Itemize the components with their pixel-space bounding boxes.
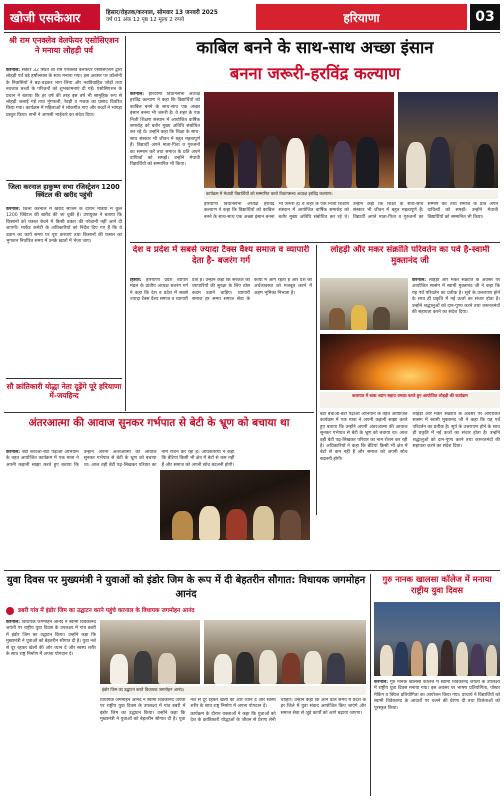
lower-headline: युवा दिवस पर मुख्यमंत्री ने युवाओं को इंडोर जिम के रूप में दी बेहतरीन सौगात: विधायक जगमोहन आनंद bbox=[6, 575, 366, 600]
mid-right-article bbox=[412, 278, 500, 330]
photo-people bbox=[398, 130, 498, 188]
issue-meta bbox=[103, 4, 253, 30]
center-article-cont bbox=[204, 202, 498, 240]
article-body: लोहड़ी और मकर संक्रांति के अवसर पर आयोजित सत्संग में स्वामी मुक्तानंद जी ने कहा कि यह पर्व परिवर्तन का प्रतीक है। सूर्य के उत्तरायण होने के साथ ही प्रकृति में नई ऊर्जा का संचार होता है। उन्होंने श्रद्धालुओं को दान-पुण्य करने तथा जरूरतमंदों की सहायता करने का संदेश दिया। bbox=[412, 412, 500, 450]
article-body: बेटी बचाओ-बेटी पढ़ाओ अभियान के तहत आयोजित कार्यक्रम में एक माता ने अपनी कहानी साझा करते हुए बताया कि उन्होंने अपनी अंतरआत्मा की आवाज सुनकर गर्भपात से बेटी के भ्रूण को बचाया था। आज वही बेटी पढ़-लिखकर परिवार का नाम रोशन कर रही है। अधिकारियों ने कहा कि बेटियां किसी भी क्षेत्र में बेटों से कम नहीं हैं और समाज को अपनी सोच बदलनी होगी। bbox=[6, 450, 235, 468]
left-bottom-headline: सौ क्रांतिकारी योद्धा नेता दूढ़ेंगे पूरे हरियाणा में-जयहिन्द bbox=[6, 382, 122, 400]
dateline: करनाल: bbox=[374, 680, 389, 685]
main-photo bbox=[204, 92, 394, 188]
divider bbox=[4, 570, 500, 571]
dateline: करनाल: bbox=[6, 620, 21, 625]
bonfire-caption: कलायत में बाबा श्याम सहाय धमका करते हुए आयोजित लोहड़ी की कार्यक्रम bbox=[320, 392, 500, 408]
dateline: करनाल: bbox=[412, 278, 427, 283]
right-mid-article bbox=[320, 412, 500, 567]
column-divider bbox=[125, 36, 126, 411]
lower-article-col1 bbox=[6, 620, 96, 796]
divider bbox=[6, 378, 122, 379]
bullet-icon bbox=[6, 607, 14, 615]
middle-headline: अंतरआत्मा की आवाज सुनकर गर्भपात से बेटी के भ्रूण को बचाया था bbox=[28, 417, 290, 429]
article-body: कार्यक्रम के दौरान वक्ताओं ने कहा कि युवाओं को देश के क्रांतिकारी योद्धाओं के जीवन से प्रेरणा लेनी चाहिए। उन्होंने कहा कि आने वाले समय में प्रदेश के हर जिले में युवा संवाद आयोजित किए जाएंगे और समाज सेवा से जुड़े कार्यों को आगे बढ़ाया जाएगा। bbox=[190, 698, 366, 724]
mid-left-headline: देश व प्रदेश में सबसे ज्यादा टैक्स वैश्य समाज व व्यापारी देता है- बजरंग गर्ग bbox=[132, 245, 310, 266]
main-headline-line2: बनना जरूरी-हरविंद्र कल्याण bbox=[229, 64, 401, 83]
left-mid-article bbox=[6, 207, 122, 375]
masthead bbox=[4, 4, 500, 30]
main-photo-caption: कार्यक्रम में मेधावी विद्यार्थियों को सम्मानित करते विधानसभा अध्यक्ष हरविंद्र कल्याण। bbox=[204, 190, 498, 199]
article-body: जिला करनाल में खरीद सीजन के दौरान मंडियों में कुल 1200 क्विंटल की खरीद की जा चुकी है। उपायुक्त ने बताया कि किसानों को फसल बेचने में किसी प्रकार की परेशानी नहीं आने दी जाएगी। मार्केट कमेटी के अधिकारियों को निर्देश दिए गए हैं कि वे उठान का कार्य समय पर पूरा करवाएं तथा किसानों की फसल का भुगतान निर्धारित समय में उनके खातों में भेजा जाए। bbox=[6, 207, 122, 245]
center-article-col1 bbox=[130, 92, 200, 240]
column-divider bbox=[316, 245, 317, 515]
paper-name: खोजी एसकेआर bbox=[4, 4, 100, 30]
right-bottom-headline: गुरु नानक खालसा कॉलेज में मनाया राष्ट्रीय युवा दिवस bbox=[382, 574, 492, 595]
issue-date: हिसार/रोहतक/करनाल, सोमवार 13 जनवरी 2025 bbox=[106, 10, 218, 17]
left-top-headline: श्री राम एनक्लेव वेलफेयर एसोसिएशन ने मनाया लोहड़ी पर्व bbox=[9, 36, 119, 55]
gym-photo bbox=[100, 620, 200, 684]
article-body: हरियाणा विधानसभा अध्यक्ष हरविंद्र कल्याण ने कहा कि विद्यार्थियों को काबिल बनने के साथ-साथ एक अच्छा इंसान बनना भी जरूरी है। वे शहर के एक निजी शिक्षण संस्थान में आयोजित वार्षिक समारोह को बतौर मुख्य अतिथि संबोधित कर रहे थे। उन्होंने कहा कि शिक्षा के साथ-साथ संस्कार भी जीवन में बहुत महत्वपूर्ण हैं। विद्यार्थी अपने माता-पिता व गुरुजनों का सम्मान करें तथा समाज के प्रति अपने दायित्वों को समझें। उन्होंने मेधावी विद्यार्थियों को सम्मानित भी किया। bbox=[130, 92, 200, 168]
college-photo bbox=[374, 602, 500, 676]
photo-people bbox=[320, 299, 408, 330]
photo-people bbox=[204, 130, 394, 188]
divider bbox=[4, 412, 314, 413]
bonfire-photo bbox=[320, 334, 500, 390]
article-body: सेक्टर 32 स्थित श्री राम एनक्लेव वेलफेयर एसोसिएशन द्वारा लोहड़ी पर्व बड़े हर्षोल्लास के साथ मनाया गया। इस अवसर पर कॉलोनी के निवासियों ने बढ़-चढ़कर भाग लिया और नवविवाहित जोड़ों तथा नवजात बच्चों के परिजनों को शुभकामनाएं दी गईं। एसोसिएशन के प्रधान ने बताया कि हर वर्ष की तरह इस वर्ष भी सामूहिक रूप से लोहड़ी जलाई गई तथा मूंगफली, रेवड़ी व गजक का प्रसाद वितरित किया गया। कार्यक्रम में महिलाओं ने लोकगीत गाए और बच्चों ने भांगड़ा प्रस्तुत किया। सभी ने आपसी भाईचारे का संदेश दिया। bbox=[6, 68, 122, 118]
article-body: गुरु नानक खालसा कॉलेज में स्वामी विवेकानंद जयंती के उपलक्ष्य में राष्ट्रीय युवा दिवस मनाया गया। इस अवसर पर भाषण प्रतियोगिता, पोस्टर मेकिंग व क्विज प्रतियोगिता का आयोजन किया गया। प्राचार्य ने विद्यार्थियों को स्वामी विवेकानंद के आदर्शों पर चलने की प्रेरणा दी तथा विजेताओं को पुरस्कृत किया। bbox=[374, 680, 500, 711]
lower-banner bbox=[6, 606, 366, 616]
dateline: करनाल: bbox=[6, 450, 21, 455]
masthead-divider bbox=[4, 32, 500, 33]
photo-people bbox=[160, 498, 310, 540]
page-number: 03 bbox=[470, 4, 500, 30]
section-title: हरियाणा bbox=[256, 4, 467, 30]
divider bbox=[6, 180, 122, 181]
dateline: करनाल: bbox=[130, 92, 145, 97]
photo-people bbox=[204, 646, 366, 684]
mid-right-headline: लोहड़ी और मकर संक्रांति परिवर्तन का पर्व है-स्वामी मुक्तानंद जी bbox=[330, 245, 490, 266]
lower-banner-text: डबरी गांव में इंडोर जिम का उद्घाटन करने पहुंचे करनाल के विधायक जगमोहन आनंद bbox=[18, 608, 195, 614]
photo-people bbox=[374, 632, 500, 676]
gym-caption: इंडोर जिम का उद्घाटन करते विधायक जगमोहन आनंद। bbox=[100, 686, 366, 695]
satsang-photo bbox=[320, 278, 408, 330]
right-bottom-article bbox=[374, 680, 500, 796]
dateline: करनाल: bbox=[6, 68, 21, 73]
left-mid-headline: जिला करनाल हाकुष्ण सभा रजिस्ट्रेशन 1200 क्विंटल की खरीद पहुंची bbox=[8, 183, 120, 199]
middle-photo bbox=[160, 470, 310, 540]
article-body: हरियाणा विधानसभा अध्यक्ष हरविंद्र कल्याण ने कहा कि विद्यार्थियों को काबिल बनने के साथ-साथ एक अच्छा इंसान बनना भी जरूरी है। वे शहर के एक निजी शिक्षण संस्थान में आयोजित वार्षिक समारोह को बतौर मुख्य अतिथि संबोधित कर रहे थे। उन्होंने कहा कि शिक्षा के साथ-साथ संस्कार भी जीवन में बहुत महत्वपूर्ण हैं। विद्यार्थी अपने माता-पिता व गुरुजनों का सम्मान करें तथा समाज के प्रति अपने दायित्वों को समझें। उन्होंने मेधावी विद्यार्थियों को सम्मानित भी किया। bbox=[204, 202, 498, 220]
main-headline-line1: काबिल बनने के साथ-साथ अच्छा इंसान bbox=[196, 38, 434, 57]
article-body: हरियाणा प्रदेश व्यापार मंडल के प्रांतीय अध्यक्ष बजरंग गर्ग ने कहा कि देश व प्रदेश में सबसे ज्यादा टैक्स वैश्य समाज व व्यापारी देता है। उन्होंने कहा कि सरकार को व्यापारियों की सुरक्षा के लिए ठोस कदम उठाने चाहिए। व्यापारी समाज हर समय समाज सेवा के कार्यों में आगे रहता है और देश की अर्थव्यवस्था को मजबूत करने में अहम भूमिका निभाता है। bbox=[130, 278, 312, 303]
left-top-article bbox=[6, 68, 122, 178]
article-body: विधायक जगमोहन आनंद ने स्वामी विवेकानंद जयंती पर राष्ट्रीय युवा दिवस के उपलक्ष्य में गांव डबरी में इंडोर जिम का उद्घाटन किया। उन्होंने कहा कि मुख्यमंत्री ने युवाओं को बेहतरीन सौगात दी है। युवा नशे से दूर रहकर खेलों की ओर ध्यान दें और स्वस्थ शरीर के साथ राष्ट्र निर्माण में अपना योगदान दें। bbox=[100, 698, 276, 723]
divider bbox=[130, 242, 500, 243]
secondary-photo bbox=[398, 92, 498, 188]
issue-info: वर्ष 01 अंक 12 पृष्ठ 12 मूल्य 2 रुपये bbox=[106, 17, 185, 24]
dateline: हिसार: bbox=[130, 278, 142, 283]
column-divider bbox=[370, 574, 371, 796]
article-body: विधायक जगमोहन आनंद ने स्वामी विवेकानंद जयंती पर राष्ट्रीय युवा दिवस के उपलक्ष्य में गांव डबरी में इंडोर जिम का उद्घाटन किया। उन्होंने कहा कि मुख्यमंत्री ने युवाओं को बेहतरीन सौगात दी है। युवा नशे से दूर रहकर खेलों की ओर ध्यान दें और स्वस्थ शरीर के साथ राष्ट्र निर्माण में अपना योगदान दें। bbox=[6, 620, 96, 658]
dateline: करनाल: bbox=[6, 207, 21, 212]
article-body: लोहड़ी और मकर संक्रांति के अवसर पर आयोजित सत्संग में स्वामी मुक्तानंद जी ने कहा कि यह पर्व परिवर्तन का प्रतीक है। सूर्य के उत्तरायण होने के साथ ही प्रकृति में नई ऊर्जा का संचार होता है। उन्होंने श्रद्धालुओं को दान-पुण्य करने तथा जरूरतमंदों की सहायता करने का संदेश दिया। bbox=[412, 278, 500, 316]
article-body: बेटी बचाओ-बेटी पढ़ाओ अभियान के तहत आयोजित कार्यक्रम में एक माता ने अपनी कहानी साझा करते हुए बताया कि उन्होंने अपनी अंतरआत्मा की आवाज सुनकर गर्भपात से बेटी के भ्रूण को बचाया था। आज वही बेटी पढ़-लिखकर परिवार का नाम रोशन कर रही है। अधिकारियों ने कहा कि बेटियां किसी भी क्षेत्र में बेटों से कम नहीं हैं और समाज को अपनी सोच बदलनी होगी। bbox=[320, 412, 408, 462]
lower-article-cont bbox=[100, 698, 366, 796]
mid-left-article bbox=[130, 278, 312, 408]
gym-inauguration-photo bbox=[204, 620, 366, 684]
photo-people bbox=[100, 646, 200, 684]
